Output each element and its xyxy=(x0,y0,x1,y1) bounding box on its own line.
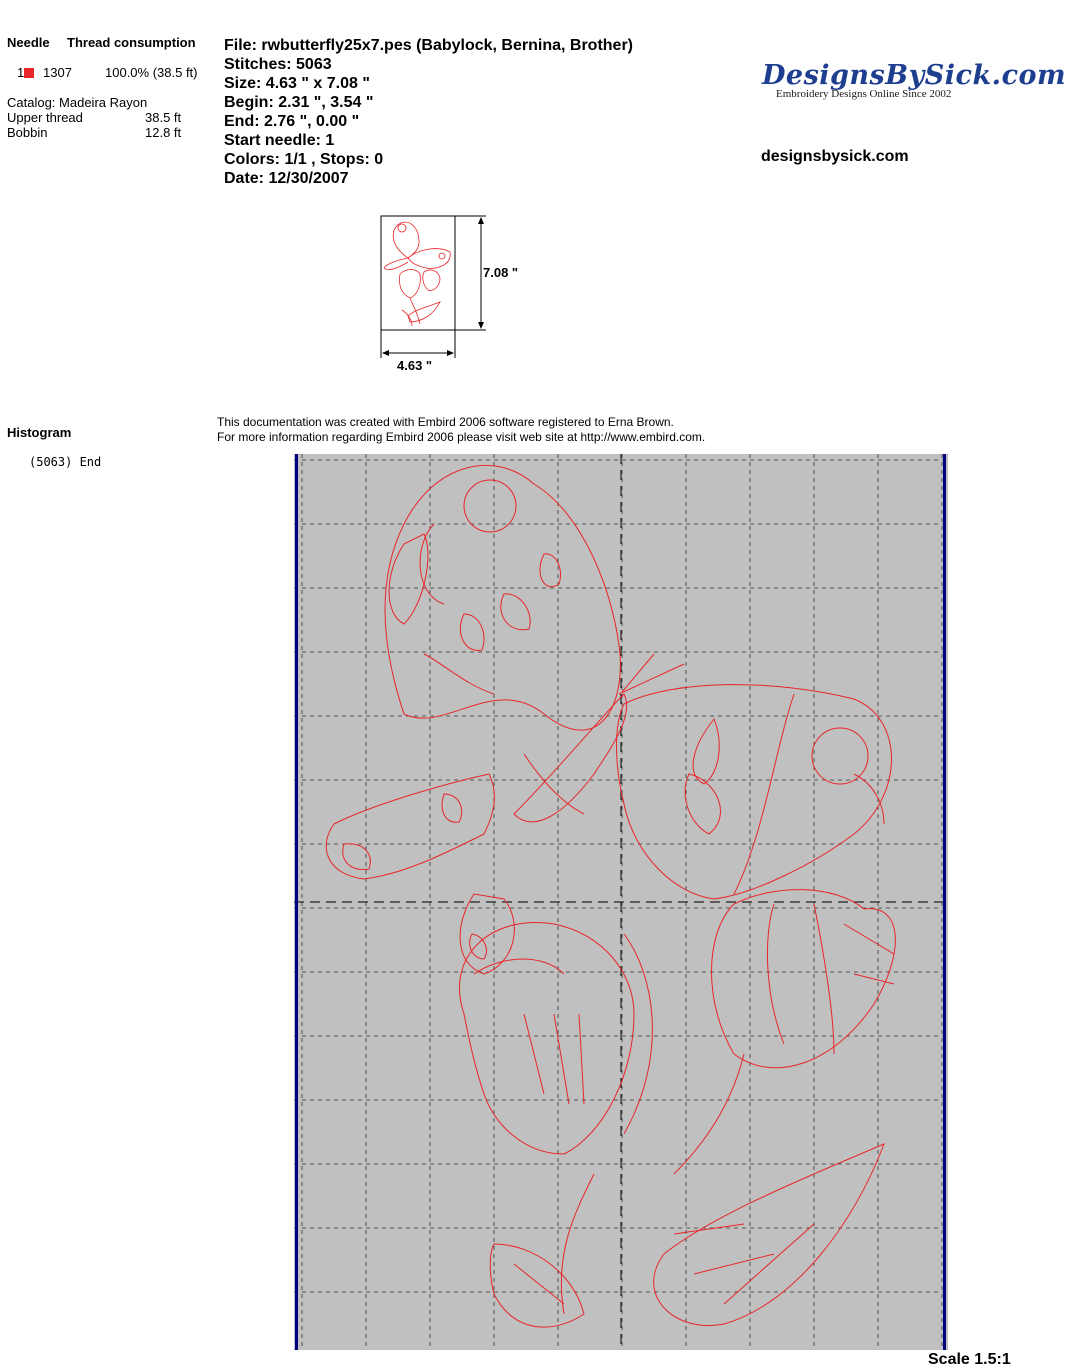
thread-consumption-value: 100.0% (38.5 ft) xyxy=(105,65,198,80)
design-date: Date: 12/30/2007 xyxy=(224,170,349,187)
scale-label: Scale 1.5:1 xyxy=(928,1351,1011,1368)
thread-row xyxy=(17,65,34,80)
upper-thread-value: 38.5 ft xyxy=(145,110,182,125)
hoop-canvas xyxy=(294,454,948,1350)
begin-position: Begin: 2.31 ", 3.54 " xyxy=(224,94,374,111)
thread-consumption-header: Thread consumption xyxy=(67,35,196,50)
upper-thread-label: Upper thread xyxy=(7,110,83,125)
histogram-title: Histogram xyxy=(7,425,72,440)
histogram-entry: (5063) End xyxy=(29,455,102,469)
designsbysick-logo: DesignsBySick.com xyxy=(762,60,1066,91)
needle-number: 1 xyxy=(17,65,25,80)
thread-code: 1307 xyxy=(43,65,72,80)
thumbnail-height-label: 7.08 " xyxy=(483,265,519,280)
start-needle: Start needle: 1 xyxy=(224,132,335,149)
design-thumbnail xyxy=(380,214,540,379)
needle-header: Needle xyxy=(7,35,50,50)
hoop-right-edge xyxy=(943,454,946,1350)
thumbnail-width-label: 4.63 " xyxy=(397,358,433,373)
bobbin-label: Bobbin xyxy=(7,125,48,140)
logo-tagline: Embroidery Designs Online Since 2002 xyxy=(776,88,952,100)
hoop-left-edge xyxy=(295,454,298,1350)
design-info xyxy=(224,36,633,188)
bobbin-value: 12.8 ft xyxy=(145,125,182,140)
embird-note-line2: For more information regarding Embird 2006 please visit web site at http://www.embird.com. xyxy=(217,430,706,444)
site-url: designsbysick.com xyxy=(761,148,909,165)
thread-color-swatch xyxy=(24,68,34,78)
end-position: End: 2.76 ", 0.00 " xyxy=(224,113,360,130)
catalog-label: Catalog: Madeira Rayon xyxy=(7,95,148,110)
embird-note-line1: This documentation was created with Embird 2006 software registered to Erna Brown. xyxy=(217,415,674,429)
file-name: File: rwbutterfly25x7.pes (Babylock, Bernina, Brother) xyxy=(224,37,633,54)
colors-stops: Colors: 1/1 , Stops: 0 xyxy=(224,151,384,168)
design-size: Size: 4.63 " x 7.08 " xyxy=(224,75,370,92)
embroidery-hoop-preview xyxy=(294,454,948,1350)
stitch-count: Stitches: 5063 xyxy=(224,56,332,73)
